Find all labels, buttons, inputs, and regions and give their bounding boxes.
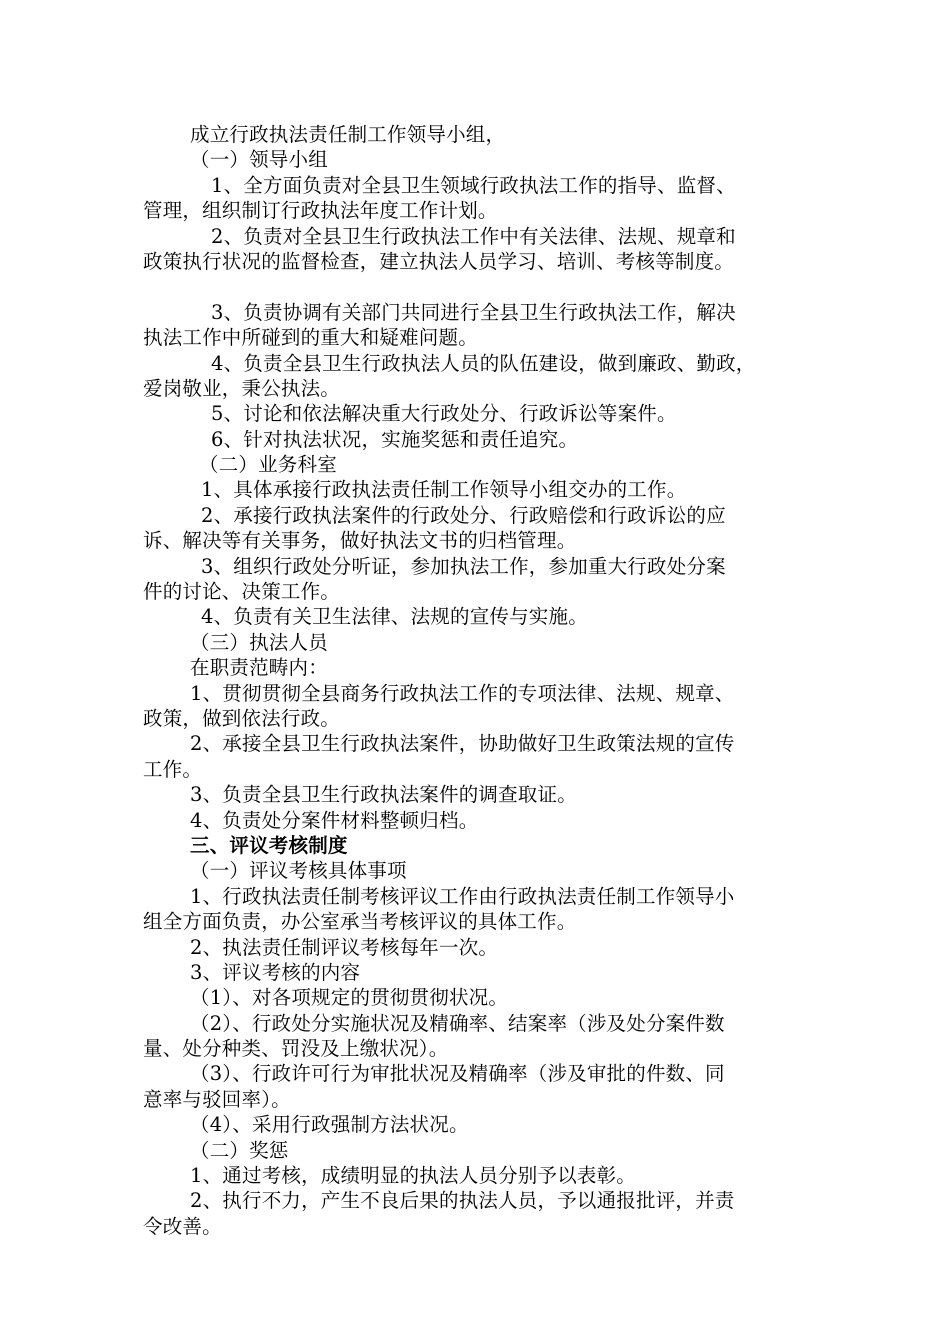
- text-line: 诉、解决等有关事务，做好执法文书的归档管理。: [143, 529, 577, 553]
- text-line: 3、负责协调有关部门共同进行全县卫生行政执法工作，解决: [211, 300, 736, 324]
- text-line: 2、承接全县卫生行政执法案件，协助做好卫生政策法规的宣传: [190, 732, 735, 756]
- text-line: （二）奖惩: [190, 1138, 289, 1162]
- text-line: 组全方面负责，办公室承当考核评议的具体工作。: [143, 910, 577, 934]
- text-line: 3、组织行政处分听证，参加执法工作，参加重大行政处分案: [201, 554, 726, 578]
- text-line: 5、讨论和依法解决重大行政处分、行政诉讼等案件。: [211, 402, 677, 426]
- text-line: 4、负责有关卫生法律、法规的宣传与实施。: [201, 605, 588, 629]
- text-line: 意率与驳回率）。: [143, 1087, 291, 1111]
- blank-line: [143, 274, 823, 299]
- text-line: 1、全方面负责对全县卫生领域行政执法工作的指导、监督、: [211, 173, 736, 197]
- text-line: 件的讨论、决策工作。: [143, 580, 341, 604]
- text-line: （一）领导小组: [190, 148, 328, 172]
- text-line: 政策执行状况的监督检查，建立执法人员学习、培训、考核等制度。: [143, 249, 735, 273]
- text-line: 2、执法责任制评议考核每年一次。: [190, 935, 499, 959]
- text-line: （一）评议考核具体事项: [190, 859, 407, 883]
- text-line: 6、针对执法状况，实施奖惩和责任追究。: [211, 427, 579, 451]
- text-line: 量、处分种类、罚没及上缴状况）。: [143, 1037, 449, 1061]
- section-heading: 三、评议考核制度: [190, 833, 348, 857]
- text-line: （三）执法人员: [190, 630, 328, 654]
- text-line: 1、行政执法责任制考核评议工作由行政执法责任制工作领导小: [190, 884, 735, 908]
- text-line: 4、负责全县卫生行政执法人员的队伍建设，做到廉政、勤政，: [211, 351, 756, 375]
- text-line: （3）、行政许可行为审批状况及精确率（涉及审批的件数、同: [190, 1062, 725, 1086]
- text-line: （4）、采用行政强制方法状况。: [190, 1113, 469, 1137]
- text-line: 2、执行不力，产生不良后果的执法人员，予以通报批评，并责: [190, 1189, 735, 1213]
- text-line: 管理，组织制订行政执法年度工作计划。: [143, 199, 498, 223]
- text-line: 1、通过考核，成绩明显的执法人员分别予以表彰。: [190, 1164, 637, 1188]
- text-line: 令改善。: [143, 1214, 222, 1238]
- text-line: 1、贯彻贯彻全县商务行政执法工作的专项法律、法规、规章、: [190, 681, 735, 705]
- text-line: 2、承接行政执法案件的行政处分、行政赔偿和行政诉讼的应: [201, 503, 726, 527]
- text-line: 1、具体承接行政执法责任制工作领导小组交办的工作。: [201, 478, 687, 502]
- document-body: [143, 122, 823, 1239]
- text-line: 3、评议考核的内容: [190, 960, 361, 984]
- text-line: 4、负责处分案件材料整顿归档。: [190, 808, 479, 832]
- text-line: 成立行政执法责任制工作领导小组，: [190, 123, 506, 146]
- text-line: 在职责范畴内：: [190, 656, 328, 680]
- text-line: 工作。: [143, 757, 203, 781]
- text-line: （1）、对各项规定的贯彻贯彻状况。: [190, 986, 509, 1010]
- text-line: （2）、行政处分实施状况及精确率、结案率（涉及处分案件数: [190, 1011, 725, 1035]
- text-line: 执法工作中所碰到的重大和疑难问题。: [143, 326, 478, 350]
- text-line: 爱岗敬业，秉公执法。: [143, 376, 341, 400]
- text-line: 2、负责对全县卫生行政执法工作中有关法律、法规、规章和: [211, 224, 736, 248]
- text-line: 政策，做到依法行政。: [143, 706, 341, 730]
- text-line: （二）业务科室: [199, 453, 337, 477]
- text-line: 3、负责全县卫生行政执法案件的调查取证。: [190, 783, 577, 807]
